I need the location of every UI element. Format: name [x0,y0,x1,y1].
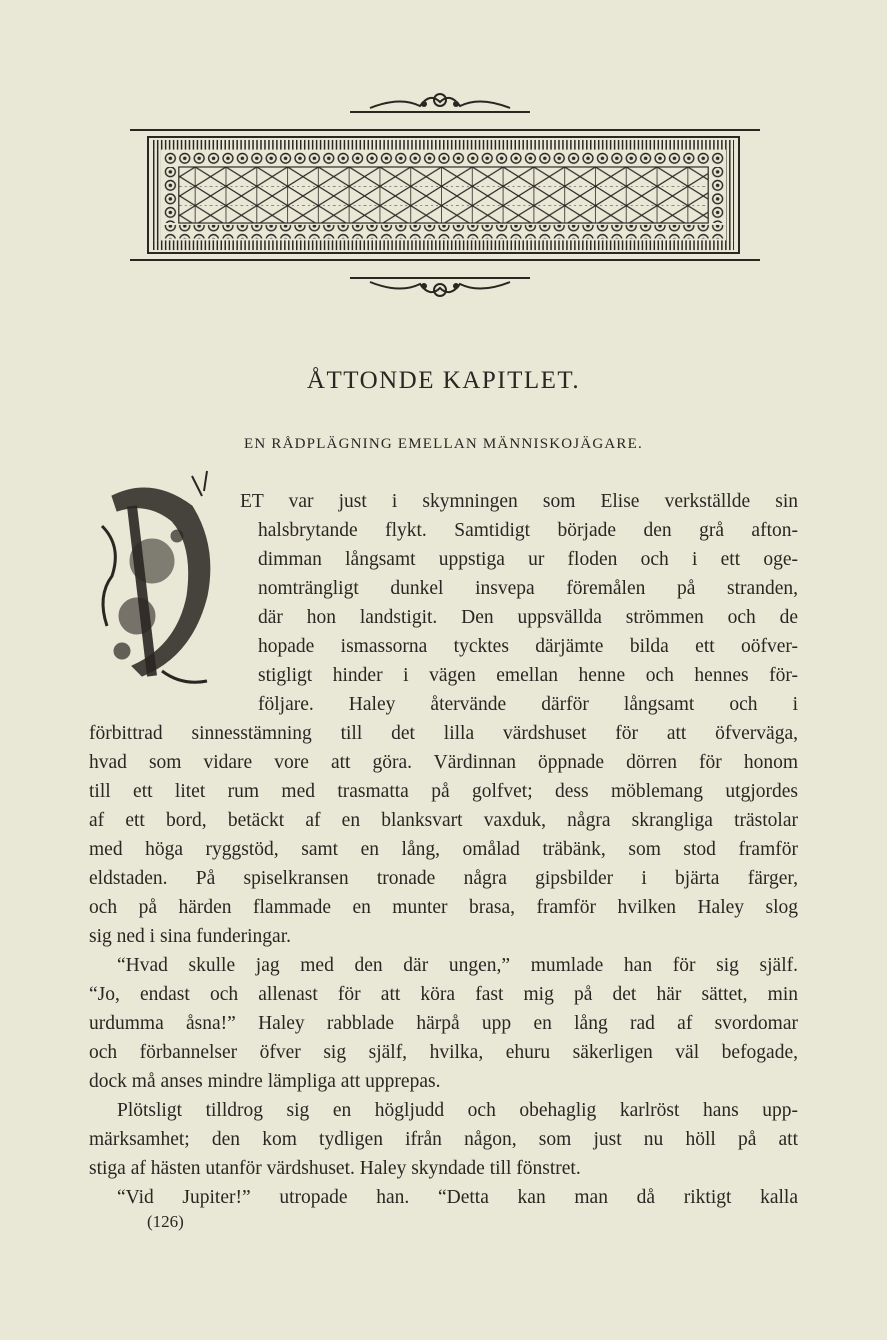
text-line: “Jo, endast och allenast för att köra fast mig på det här sättet, min [89,984,798,1005]
ornamental-header-band [147,136,740,254]
text-line: hvad som vidare vore att göra. Värdinnan öppnade dörren för honom [89,752,798,773]
text-line: och på härden flammade en munter brasa, framför hvilken Haley slog [89,897,798,918]
text-line: dimman långsamt uppstiga ur floden och i ett oge- [258,549,798,570]
text-line: af ett bord, betäckt af en blanksvart vaxduk, några skrangliga trästolar [89,810,798,831]
text-line: med höga ryggstöd, samt en lång, omålad träbänk, som stod framför [89,839,798,860]
text-line: dock må anses mindre lämpliga att upprepas. [89,1071,441,1092]
chapter-subtitle: EN RÅDPLÄGNING EMELLAN MÄNNISKOJÄGARE. [244,436,643,452]
text-line: urdumma åsna!” Haley rabblade härpå upp en lång rad af svordomar [89,1013,798,1034]
text-line: Plötsligt tilldrog sig en högljudd och obehaglig karlröst hans upp- [117,1100,798,1121]
text-line: följare. Haley återvände därför långsamt och i [258,694,798,715]
text-line: och förbannelser öfver sig själf, hvilka, ehuru säkerligen väl befogade, [89,1042,798,1063]
text-line: “Hvad skulle jag med den där ungen,” mumlade han för sig själf. [117,955,798,976]
decorated-initial-illustration [92,466,232,696]
text-line: stigligt hinder i vägen emellan henne och hennes för- [258,665,798,686]
chapter-title: ÅTTONDE KAPITLET. [306,367,581,394]
text-line: stiga af hästen utanför värdshuset. Haley skyndade till fönstret. [89,1158,581,1179]
page-number: (126) [147,1212,184,1231]
top-flourish-ornament [340,88,540,118]
text-line: förbittrad sinnesstämning till det lilla värdshuset för att öfverväga, [89,723,798,744]
header-rule-bottom [130,259,760,261]
header-rule-top [130,129,760,131]
text-line: nomträngligt dunkel insvepa föremålen på stranden, [258,578,798,599]
text-line: till ett litet rum med trasmatta på golfvet; dess möblemang utgjordes [89,781,798,802]
text-line: “Vid Jupiter!” utropade han. “Detta kan man då riktigt kalla [117,1187,798,1208]
text-line: hopade ismassorna tycktes därjämte bilda ett oöfver- [258,636,798,657]
text-line: halsbrytande flykt. Samtidigt började den grå afton- [258,520,798,541]
text-line: eldstaden. På spiselkransen tronade några gipsbilder i bjärta färger, [89,868,798,889]
text-line: sig ned i sina funderingar. [89,926,291,947]
bottom-flourish-ornament [340,268,540,302]
text-line: ET var just i skymningen som Elise verkställde sin [240,491,798,512]
text-line: där hon landstigit. Den uppsvällda strömmen och de [258,607,798,628]
text-line: märksamhet; den kom tydligen ifrån någon, som just nu höll på att [89,1129,798,1150]
